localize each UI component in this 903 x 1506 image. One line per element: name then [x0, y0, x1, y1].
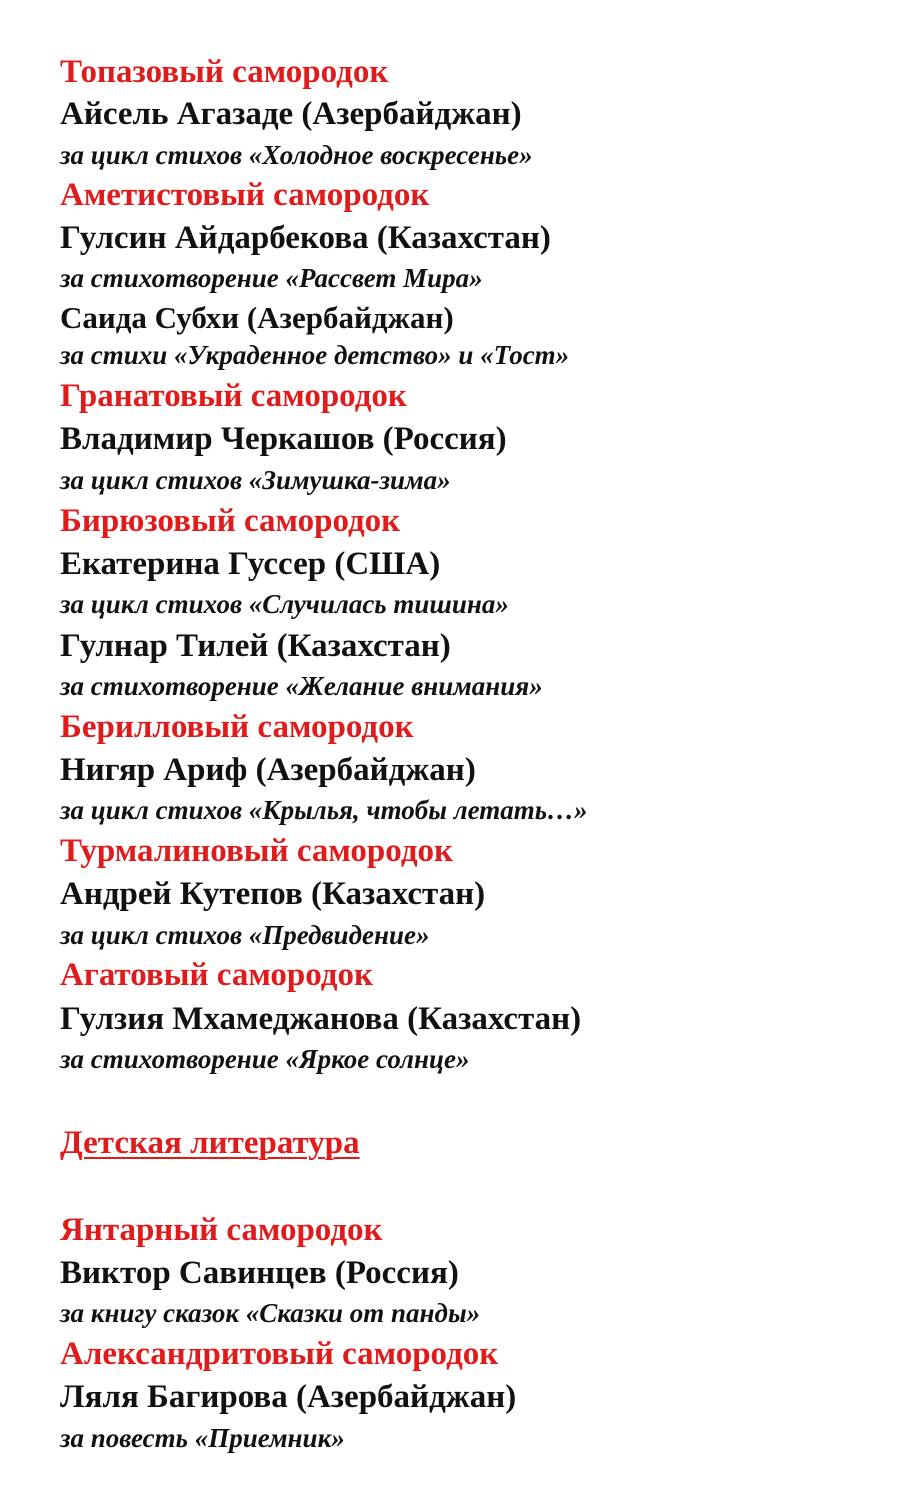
laureate-name: Айсель Агазаде (Азербайджан) [60, 96, 522, 132]
section-title: Детская литература [60, 1125, 360, 1161]
award-title: Агатовый самородок [60, 957, 373, 993]
laureate-name: Гулзия Мхамеджанова (Казахстан) [60, 1001, 582, 1037]
laureate-name: Андрей Кутепов (Казахстан) [60, 876, 486, 912]
award-title: Гранатовый самородок [60, 378, 407, 414]
award-title: Александритовый самородок [60, 1336, 499, 1372]
laureate-name: Гулсин Айдарбекова (Казахстан) [60, 220, 551, 256]
work-title: за цикл стихов «Холодное воскресенье» [60, 140, 533, 170]
work-title: за стихотворение «Рассвет Мира» [60, 263, 483, 293]
award-title: Берилловый самородок [60, 709, 414, 745]
laureate-name: Саида Субхи (Азербайджан) [60, 300, 454, 335]
work-title: за цикл стихов «Предвидение» [60, 920, 430, 950]
award-title: Бирюзовый самородок [60, 503, 401, 539]
work-title: за стихотворение «Яркое солнце» [60, 1044, 470, 1074]
work-title: за цикл стихов «Зимушка-зима» [60, 465, 451, 495]
work-title: за повесть «Приемник» [60, 1423, 345, 1453]
laureate-name: Екатерина Гуссер (США) [60, 546, 441, 582]
work-title: за цикл стихов «Крылья, чтобы летать…» [60, 795, 588, 825]
work-title: за цикл стихов «Случилась тишина» [60, 589, 509, 619]
award-title: Турмалиновый самородок [60, 833, 454, 869]
award-title: Янтарный самородок [60, 1212, 383, 1248]
work-title: за стихотворение «Желание внимания» [60, 671, 543, 701]
laureate-name: Нигяр Ариф (Азербайджан) [60, 752, 476, 788]
laureate-name: Владимир Черкашов (Россия) [60, 421, 507, 457]
award-title: Топазовый самородок [60, 54, 389, 90]
laureate-name: Ляля Багирова (Азербайджан) [60, 1379, 517, 1415]
laureate-name: Гулнар Тилей (Казахстан) [60, 628, 451, 664]
work-title: за стихи «Украденное детство» и «Тост» [60, 340, 570, 370]
award-title: Аметистовый самородок [60, 177, 430, 213]
laureate-name: Виктор Савинцев (Россия) [60, 1255, 459, 1291]
work-title: за книгу сказок «Сказки от панды» [60, 1298, 481, 1328]
